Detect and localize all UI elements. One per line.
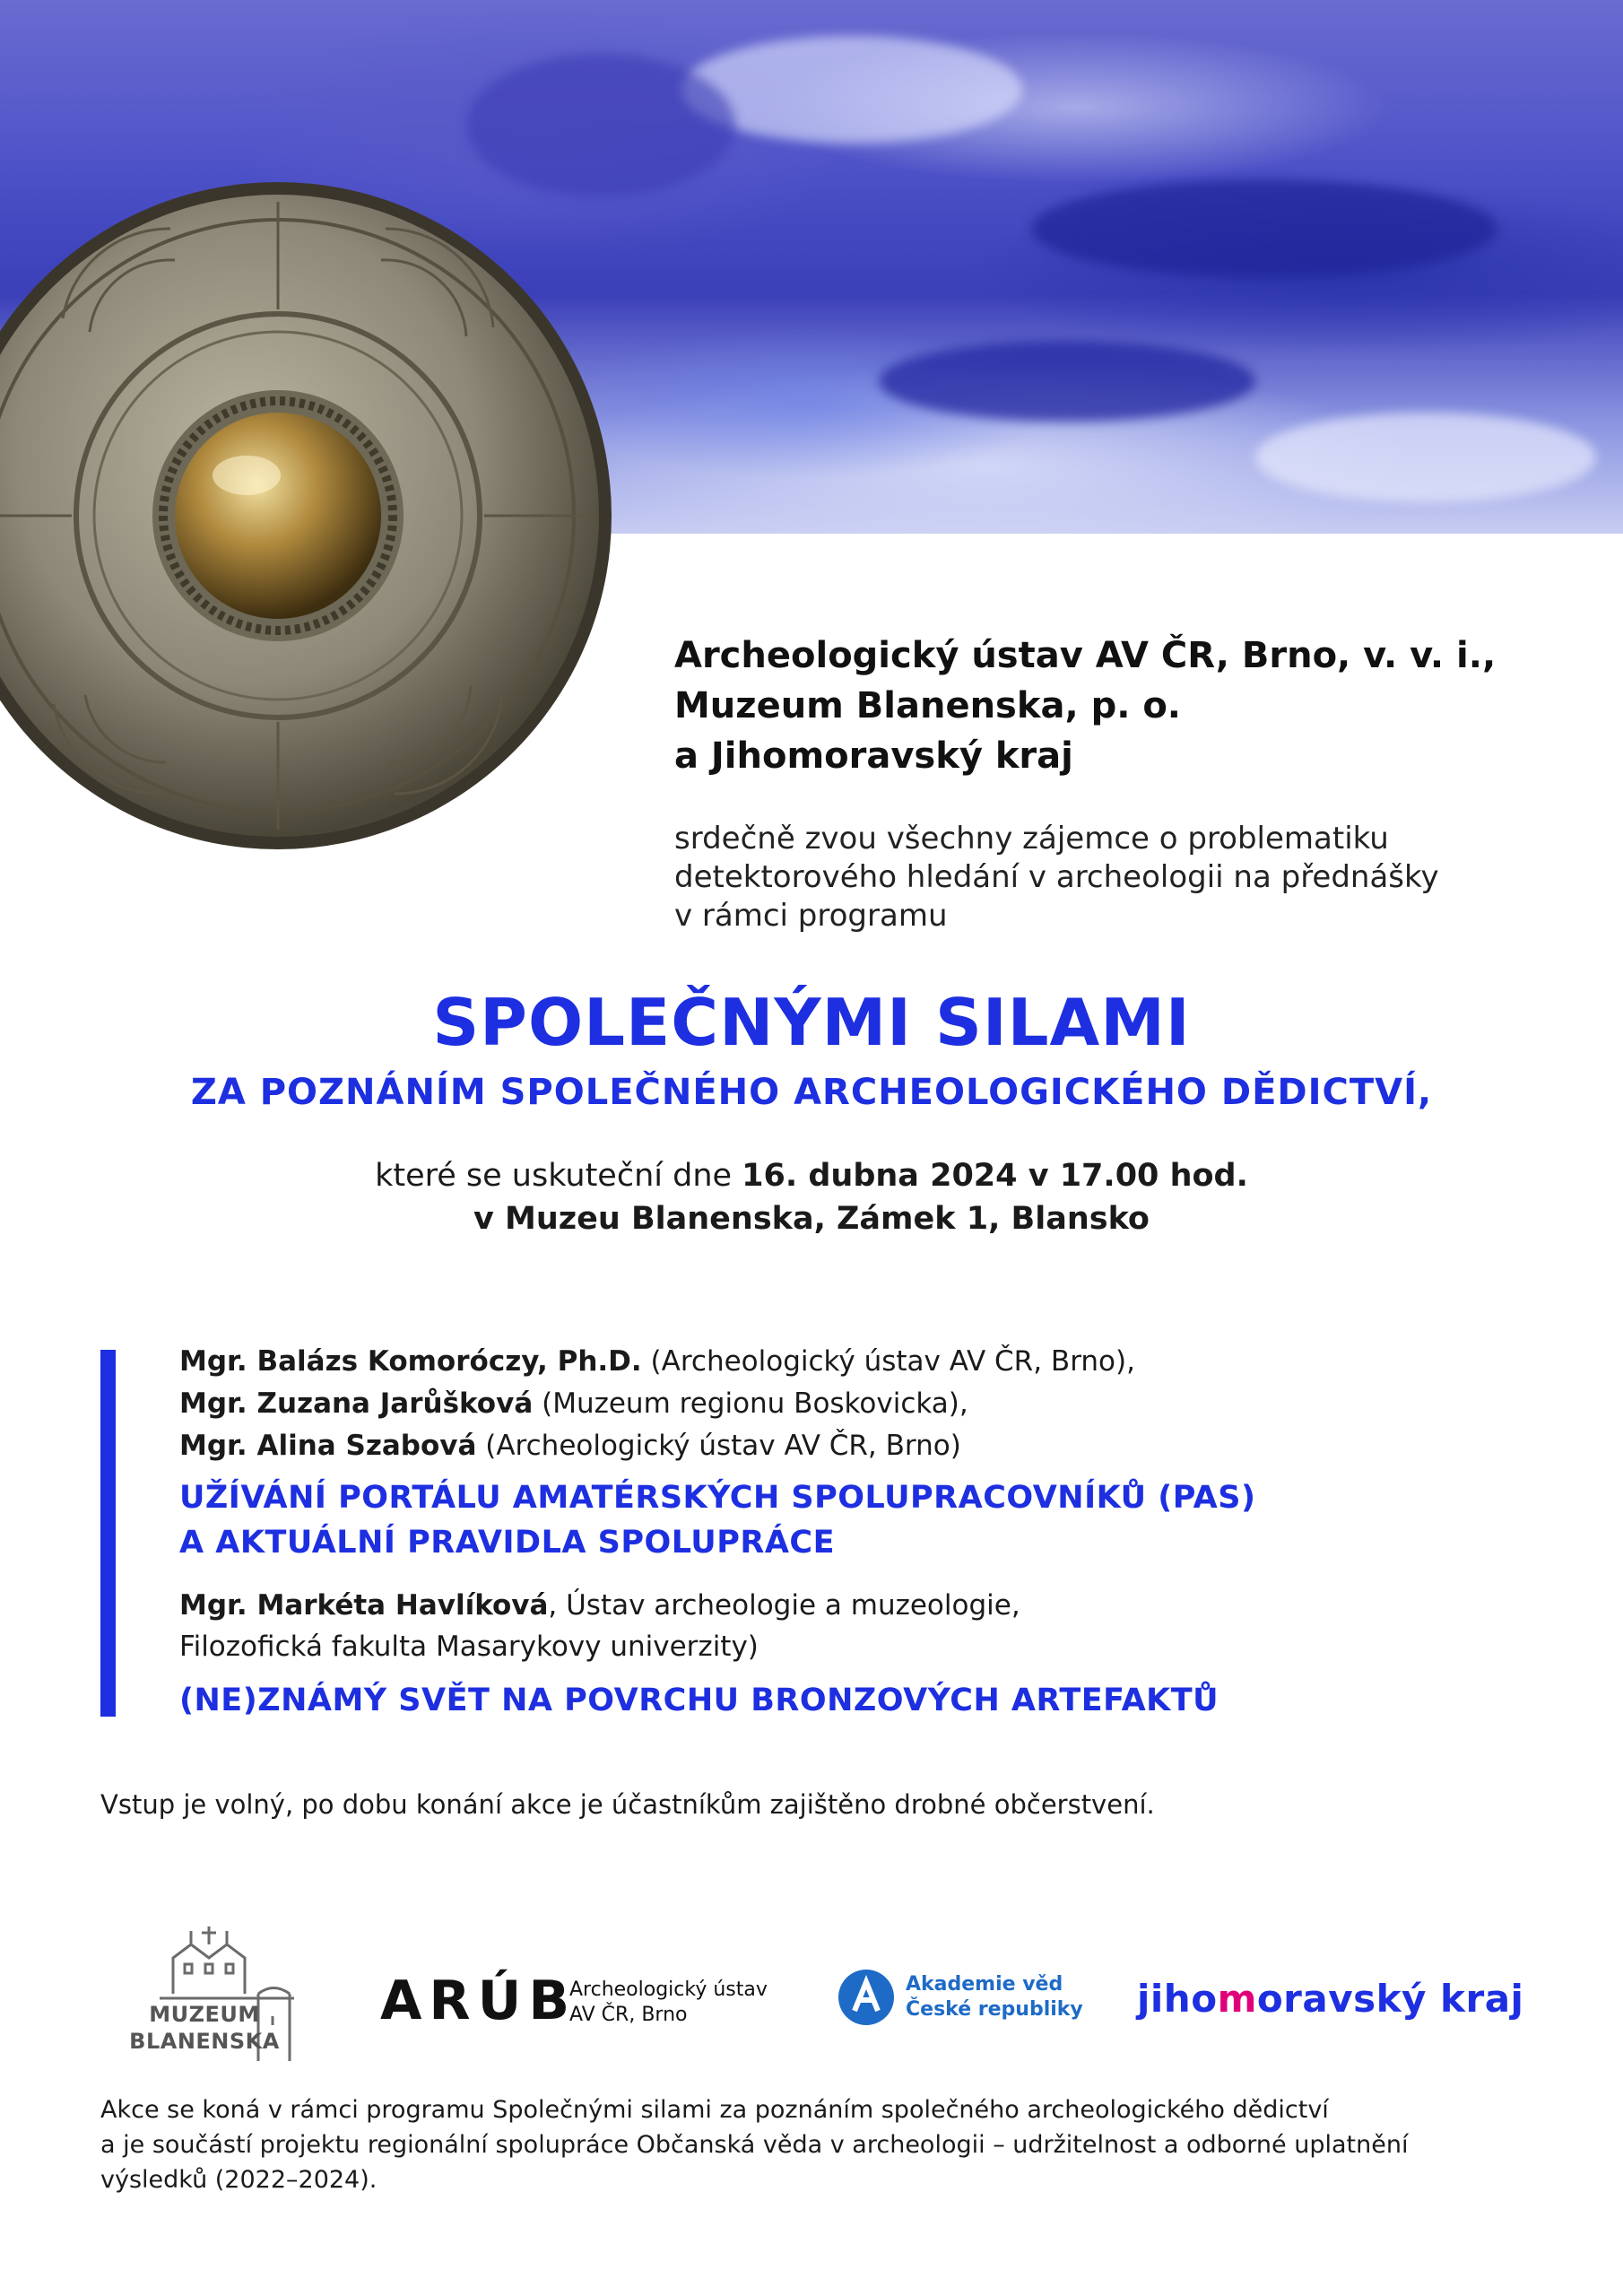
stone-highlight <box>1255 413 1596 502</box>
speaker-affiliation: , Ústav archeologie a muzeologie, <box>548 1589 1020 1622</box>
speaker-name: Mgr. Markéta Havlíková <box>179 1589 549 1622</box>
speaker-name: Mgr. Balázs Komoróczy, Ph.D. <box>179 1345 642 1378</box>
invitation-line: v rámci programu <box>674 898 948 934</box>
academy-logo-text: Akademie věd <box>906 1973 1063 1996</box>
speaker-affiliation: (Archeologický ústav AV ČR, Brno), <box>641 1345 1135 1378</box>
speaker-affiliation: (Archeologický ústav AV ČR, Brno) <box>476 1430 961 1462</box>
footer-line: Akce se koná v rámci programu Společnými silami za poznáním společného archeologického dědictví <box>100 2096 1329 2124</box>
invitation-text <box>674 820 1571 935</box>
arub-logo: ARÚB <box>380 1970 577 2032</box>
event-date: 16. dubna 2024 v 17.00 hod. <box>742 1158 1248 1194</box>
academy-logo-text: České republiky <box>906 1998 1083 2021</box>
invitation-line: detektorového hledání v archeologii na přednášky <box>674 859 1439 895</box>
organizer-line: Muzeum Blanenska, p. o. <box>674 685 1181 726</box>
event-date-prefix: které se uskuteční dne <box>375 1158 742 1194</box>
speaker-affiliation: (Muzeum regionu Boskovicka), <box>533 1387 968 1420</box>
speaker-line <box>179 1345 1135 1378</box>
jihomoravsky-kraj-logo <box>1137 1977 1523 2021</box>
bronze-disc-image <box>0 175 619 857</box>
jmk-logo-text: jiho <box>1137 1977 1218 2021</box>
arub-logo-text: AV ČR, Brno <box>569 2004 688 2026</box>
event-date-line <box>0 1154 1623 1197</box>
accent-bar <box>100 1350 116 1717</box>
talk-title: (NE)ZNÁMÝ SVĚT NA POVRCHU BRONZOVÝCH ARTEFAKTŮ <box>179 1683 1219 1718</box>
talk-title: UŽÍVÁNÍ PORTÁLU AMATÉRSKÝCH SPOLUPRACOVNÍKŮ (PAS) <box>179 1480 1256 1516</box>
event-details <box>0 1154 1623 1240</box>
academy-of-sciences-logo-icon <box>838 1970 894 2025</box>
stone-dark-vein <box>1031 179 1497 278</box>
speaker-line <box>179 1387 968 1420</box>
speaker-name: Mgr. Zuzana Jarůšková <box>179 1387 534 1420</box>
speaker-name: Mgr. Alina Szabová <box>179 1430 477 1462</box>
jmk-logo-highlight: m <box>1217 1977 1257 2021</box>
stone-dark-vein <box>879 341 1255 422</box>
arub-logo-text: Archeologický ústav <box>569 1979 768 2001</box>
footer-line: a je součástí projektu regionální spolupráce Občanská věda v archeologii – udržitelnost a odborné uplatnění <box>100 2131 1409 2159</box>
speaker-affiliation: Filozofická fakulta Masarykovy univerzity) <box>179 1631 759 1663</box>
organizer-line: a Jihomoravský kraj <box>674 735 1073 777</box>
event-venue: v Muzeu Blanenska, Zámek 1, Blansko <box>473 1201 1150 1237</box>
footer-line: výsledků (2022–2024). <box>100 2166 378 2194</box>
speaker-line <box>179 1589 1020 1622</box>
program-subtitle: ZA POZNÁNÍM SPOLEČNÉHO ARCHEOLOGICKÉHO DĚDICTVÍ, <box>190 1072 1433 1113</box>
museum-logo-text: BLANENSKA <box>129 2029 280 2054</box>
jmk-logo-text: oravský kraj <box>1256 1977 1524 2021</box>
organizer-line: Archeologický ústav AV ČR, Brno, v. v. i., <box>674 635 1497 676</box>
speaker-line <box>179 1430 961 1462</box>
entry-note: Vstup je volný, po dobu konání akce je účastníkům zajištěno drobné občerstvení. <box>100 1789 1155 1820</box>
program-title: SPOLEČNÝMI SILAMI <box>432 985 1191 1060</box>
invitation-line: srdečně zvou všechny zájemce o problematiku <box>674 821 1389 857</box>
talk-title: A AKTUÁLNÍ PRAVIDLA SPOLUPRÁCE <box>179 1525 836 1561</box>
museum-logo-text: MUZEUM <box>149 2002 260 2027</box>
